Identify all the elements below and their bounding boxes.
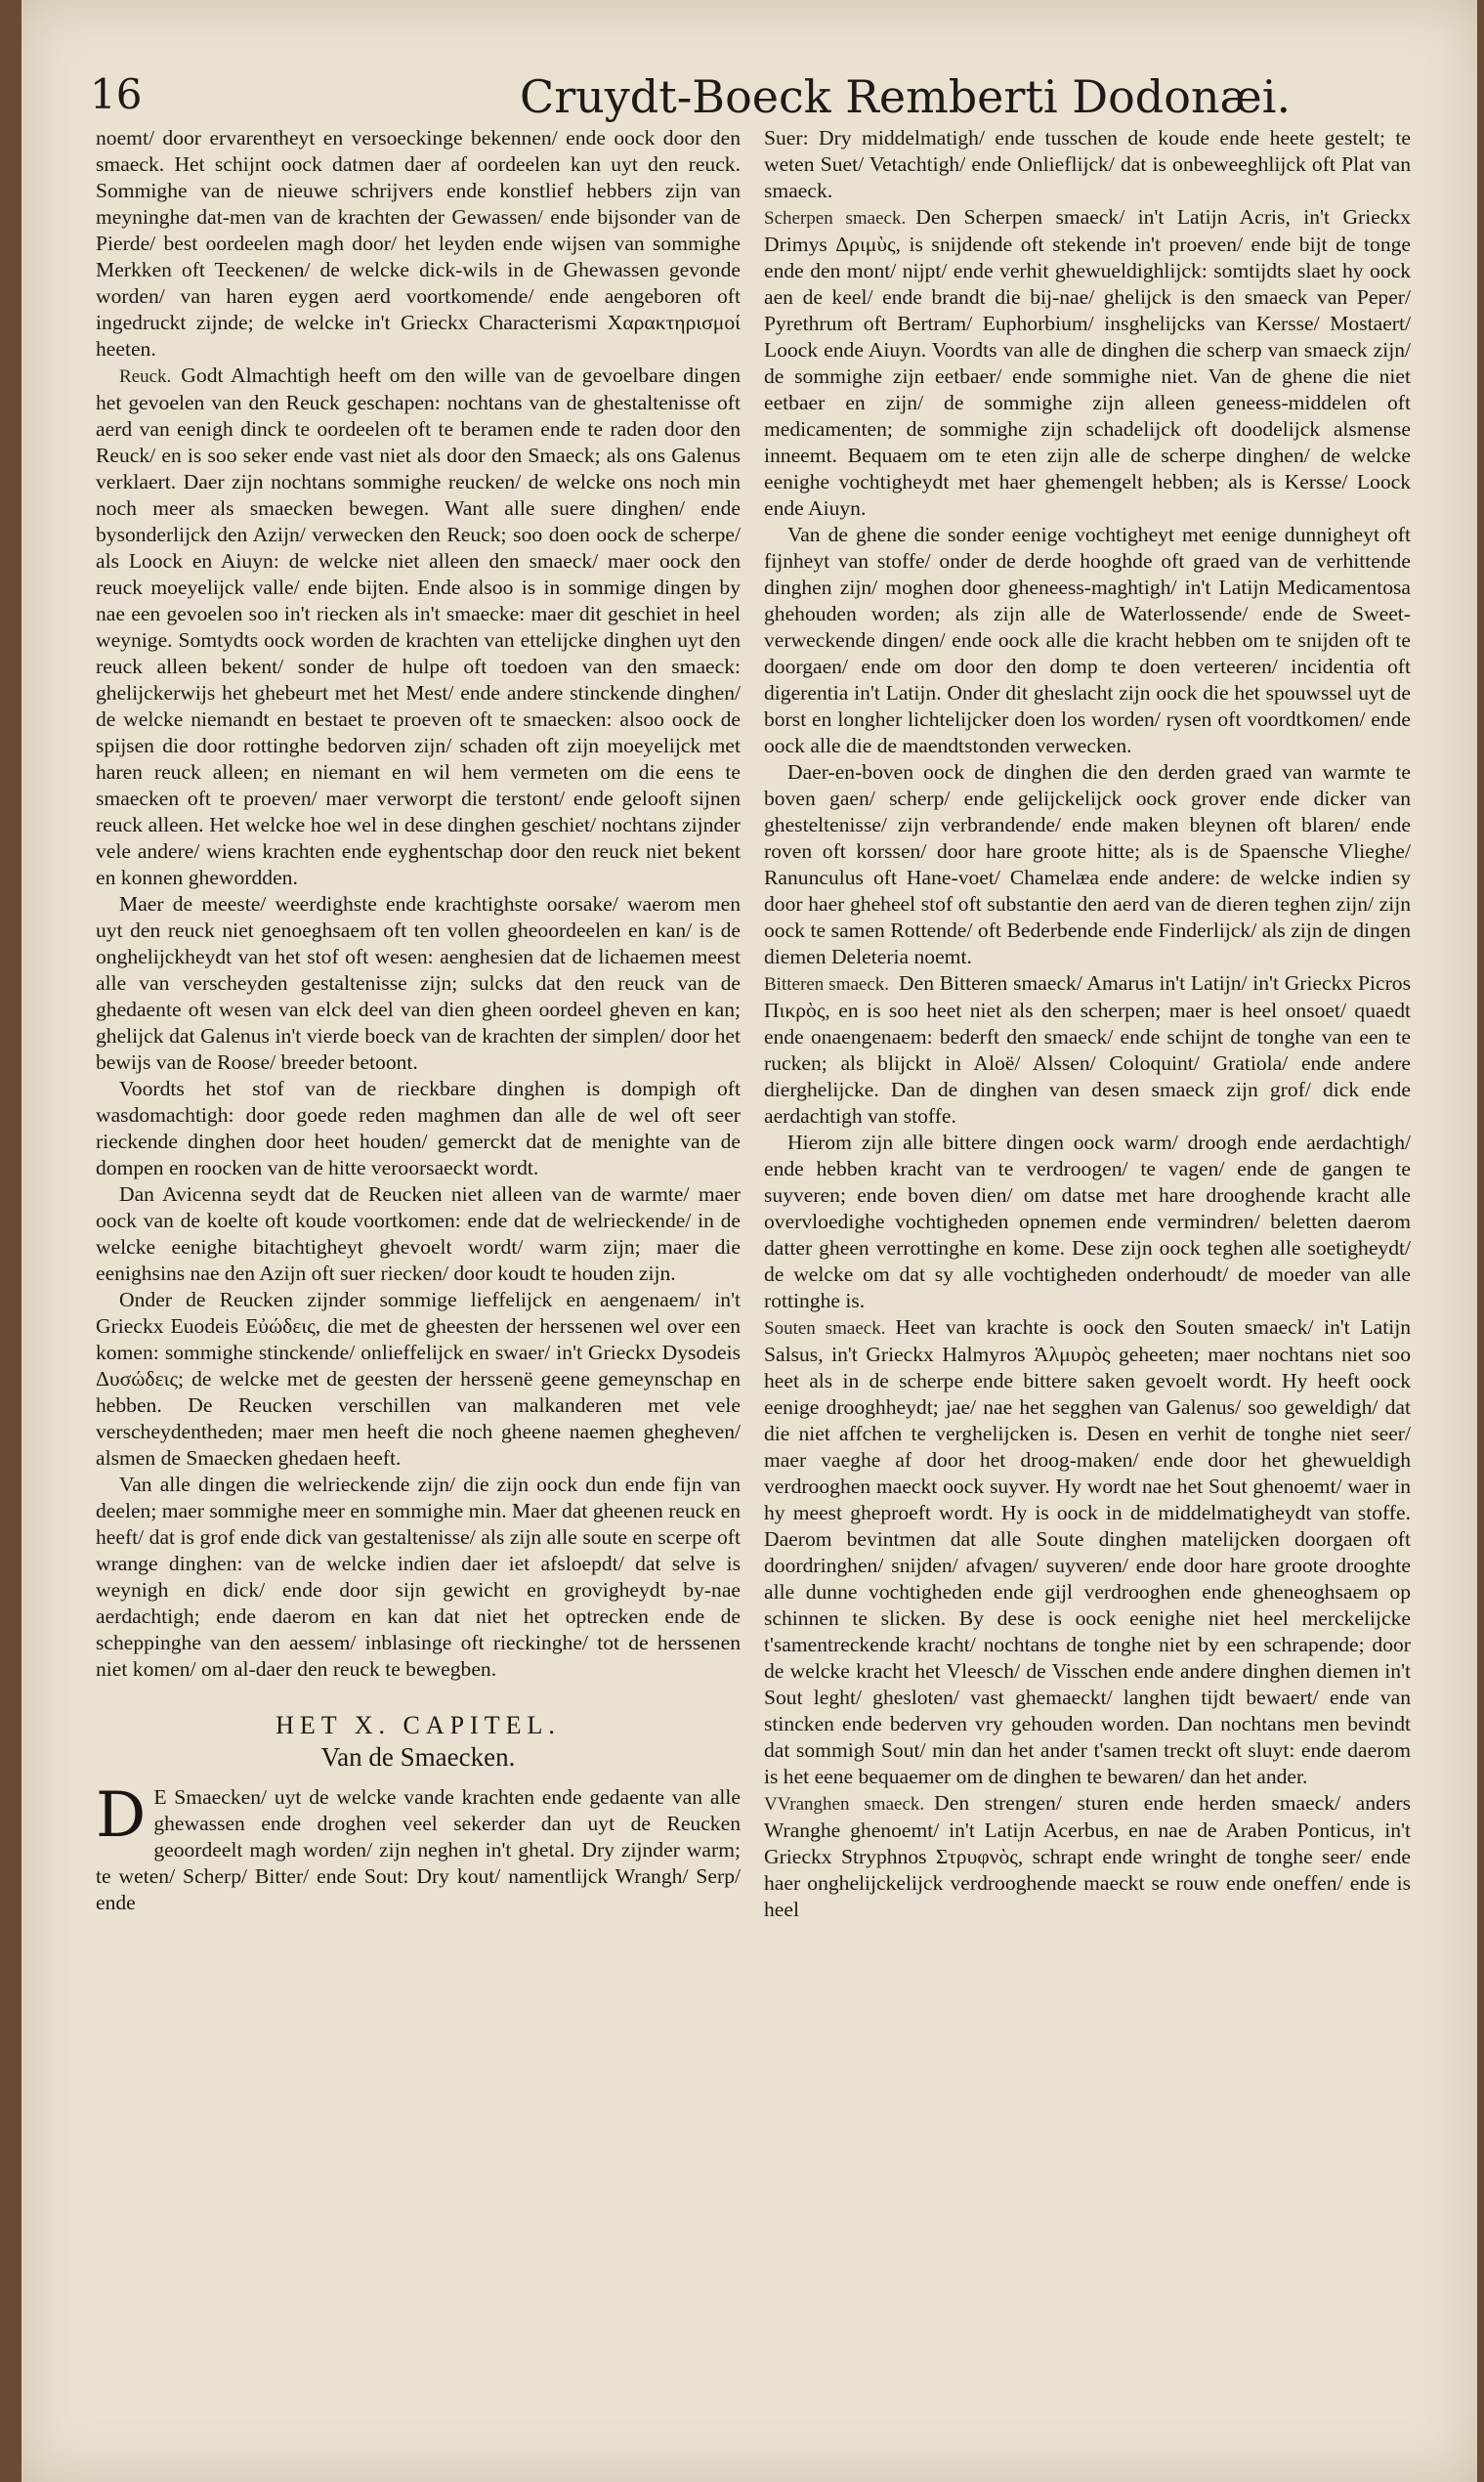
paragraph-text: Heet van krachte is oock den Souten smaeck/ in't Latijn Salsus, in't Grieckx Halmyros Ἁλμυρὸς geheeten; maer nochtans niet soo heet als in de scherpe ende bittere saken gevoelt wordt. Hy heeft oock eenige drooghheydt; jae/ nae het segghen van Galenus/ soo geweldigh/ dat die niet affchen te verghelijcken is. Desen en verhit de tonghe niet seer/ maer vaeghe af door het droog-maken/ ende door het ghewueldigh verdrooghen maeckt oock suyver. Hy wordt nae het Sout ghenoemt/ waer in hy meest gheproeft wordt. Hy is oock in de middelmatigheydt van stoffe. Daerom bevintmen dat alle Soute dinghen matelijcken doorgaen oft doordringhen/ snijden/ afvagen/ suyveren/ ende door hare groote drooghte alle dunne vochtigheden ende gijl verdrooghen ende gheneoghsaem op schinnen te slicken. By dese is oock eenighe niet heel merckelijcke t'samentreckende kracht/ nochtans de tonghe niet by een schrapende; door de welcke kracht het Vleesch/ de Visschen ende andere dinghen diemen in't Sout leght/ ghesloten/ vast ghemaeckt/ langhen tijdt bewaert/ ende van stincken ende bederven vry gehouden worden. Dan nochtans men bevindt dat sommigh Sout/ min dan het ander t'samen treckt oft sluyt: ende daerom is het eene bequaemer om de dinghen te bewaren/ dan het ander.	[764, 1315, 1411, 1788]
paragraph: Voordts het stof van de rieckbare dinghen is dompigh oft wasdomachtigh: door goede reden maghmen dan alle de wel oft seer rieckende dinghen door heet houden/ gemerckt dat de menighte van de dompen en roocken van de hitte veroorsaeckt wordt.	[96, 1077, 741, 1179]
book-page	[21, 0, 1477, 2482]
paragraph	[764, 970, 1411, 1130]
paragraph: Dan Avicenna seydt dat de Reucken niet alleen van de warmte/ maer oock van de koelte oft koude voortkomen: ende dat de welrieckende/ in de welcke eenighe bitachtigheyt ghevoelt wordt/ warm zijn; maer die eenighsins nae den Azijn oft suer riecken/ door koudt te houden zijn.	[96, 1182, 741, 1285]
paragraph: Onder de Reucken zijnder sommige lieffelijck en aengenaem/ in't Grieckx Euodeis Εὐώδεις, die met de gheesten der herssenen wel over een komen: sommighe stinckende/ onlieffelijck en swaer/ in't Grieckx Dysodeis Δυσώδεις; de welcke met de geesten der herssenë geene gemeynschap en hebben. De Reucken verschillen van malkanderen met vele verscheydentheden; maer men heeft die noch gheene naemen ghegheven/ alsmen de Smaecken ghedaen heeft.	[96, 1288, 741, 1470]
page-header	[90, 70, 1438, 129]
page-number: 16	[90, 70, 143, 118]
paragraph: Hierom zijn alle bittere dingen oock warm/ droogh ende aerdachtigh/ ende hebben kracht van te verdroogen/ te vagen/ ende de gangen te suyveren; ende boven dien/ om datse met hare drooghende kracht alle overvloedighe vochtigheden opnemen ende vermindren/ beletten daerom datter gheen verrottinghe en kome. Dese zijn oock teghen alle soetigheydt/ de welcke om dat sy alle vochtigheden onderhoudt/ de moeder van alle rottinghe is.	[764, 1131, 1411, 1312]
paragraph: Van de ghene die sonder eenige vochtigheyt met eenige dunnigheyt oft fijnheyt van stoffe/ onder de derde hooghde oft graed van de verhittende dinghen zijn/ moghen door gheneess-maghtigh/ in't Latijn Medicamentosa ghehouden worden; als zijn alle de Waterlossende/ ende de Sweet-verweckende dingen/ ende oock alle die kracht hebben om te snijden oft te doorgaen/ ende om door den domp te doen verteeren/ incidentia oft digerentia in't Latijn. Onder dit gheslacht zijn oock die het spouwssel uyt de borst en longher lichtelijcker doen los worden/ rysen oft voordtkomen/ ende oock alle die de maendtstonden verwecken.	[764, 523, 1411, 757]
paragraph-text: Den Bitteren smaeck/ Amarus in't Latijn/ in't Grieckx Picros Πικρὸς, en is soo heet niet als den scherpen; maer is heel onsoet/ quaedt ende onaengenaem: bederft den smaeck/ ende schijnt de tonghe van een te rucken; als blijckt in Aloë/ Alssen/ Coloquint/ Gratiola/ ende andere dierghelijcke. Dan de dinghen van desen smaeck zijn grof/ dick ende aerdachtigh van stoffe.	[764, 971, 1411, 1128]
right-column	[764, 125, 1411, 2324]
paragraph	[764, 204, 1411, 522]
margin-note-wranghen: VVranghen smaeck.	[764, 1794, 925, 1815]
margin-note-souten: Souten smaeck.	[764, 1318, 886, 1339]
paragraph: Maer de meeste/ weerdighste ende krachtighste oorsake/ waerom men uyt den reuck niet genoeghsaem oft ten vollen gheoordeelen en kan/ is de onghelijckheydt van het stof oft wesen: aenghesien dat de lichaemen meest alle van verscheyden gestaltenisse zijn; sulcks dat den reuck van de ghedaente oft wesen van elck deel van dien gheen oordeel gheven en kan; ghelijck dat Galenus in't vierde boeck van de krachten der simplen/ door het bewijs van de Roose/ breeder betoont.	[96, 892, 741, 1074]
paragraph	[764, 1790, 1411, 1923]
left-column	[96, 125, 741, 2324]
paragraph-text: Den strengen/ sturen ende herden smaeck/ anders Wranghe ghenoemt/ in't Latijn Acerbus, en nae de Araben Ponticus, in't Grieckx Stryphnos Στρυφνὸς, schrapt ende wringht de tonghe seer/ ende haer onghelijckelijck verdrooghende maeckt se rouw ende oneffen/ ende is heel	[764, 1791, 1411, 1921]
paragraph-text: Den Scherpen smaeck/ in't Latijn Acris, in't Grieckx Drimys Δριμὺς, is snijdende oft stekende in't proeven/ ende bijt de tonge ende den mont/ nijpt/ ende verhit ghewueldighlijck: somtijdts slaet hy oock aen de keel/ ende brandt die bij-nae/ ghelijck is den smaeck van Peper/ Pyrethrum oft Bertram/ Euphorbium/ insghelijcks van Kersse/ Mostaert/ Loock ende Aiuyn. Voordts van alle de dinghen die scherp van smaeck zijn/ de sommighe zijn eetbaer/ ende sommighe niet. Van de ghene die niet eetbaer en zijn/ de sommighe zijn alleen geneess-middelen oft medicamenten; de sommighe zijn schadelijck oft doodelijck alsmense inneemt. Bequaem om te eten zijn alle de scherpe dinghen/ de welcke eenighe vochtigheydt met haer ghemengelt hebben; als is Kersse/ Loock ende Aiuyn.	[764, 205, 1411, 520]
paragraph	[96, 1779, 741, 1916]
paragraph	[96, 363, 741, 891]
paragraph: Suer: Dry middelmatigh/ ende tusschen de koude ende heete gestelt; te weten Suet/ Vetachtigh/ ende Onlieflijck/ dat is onbeweeghlijck oft Plat van smaeck.	[764, 126, 1411, 202]
paragraph: Van alle dingen die welrieckende zijn/ die zijn oock dun ende fijn van deelen; maer sommighe meer en sommighe min. Maer dat gheenen reuck en heeft/ dat is grof ende dick van gestaltenisse/ als zijn alle soute en scerpe oft wrange dinghen: van de welcke indien daer iet afsloepdt/ dat selve is weynigh en dick/ ende door sijn gewicht en grovigheydt by-nae aerdachtigh; ende daerom en kan dat niet het optrecken ende de scheppinghe van den aessem/ inblasinge oft rieckinghe/ tot de herssenen niet komen/ om al-daer den reuck te bewegben.	[96, 1473, 741, 1681]
chapter-heading: HET X. CAPITEL.	[276, 1711, 561, 1739]
paragraph-text: E Smaecken/ uyt de welcke vande krachten ende gedaente van alle ghewassen ende droghen veel sekerder dan uyt de Reucken geoordeelt magh worden/ zijn neghen in't ghetal. Dry zijnder warm; te weten/ Scherp/ Bitter/ ende Sout: Dry kout/ namentlijck Wrangh/ Serp/ ende	[96, 1785, 741, 1914]
paragraph-text: Godt Almachtigh heeft om den wille van de gevoelbare dingen het gevoelen van den Reuck geschapen: nochtans van de ghestaltenisse oft aerd van eenigh dinck te oordeelen oft te beramen ende te raden door den Reuck/ en is soo seker ende vast niet als door den Smaeck; als ons Galenus verklaert. Daer zijn nochtans sommighe reucken/ de welcke ons noch min noch meer als smaecken bewegen. Want alle suere dinghen/ ende bysonderlijck den Azijn/ verwecken den Reuck; soo doen oock de scherpe/ als Loock en Aiuyn: de welcke niet alleen den smaeck/ maer oock den reuck moeyelijck valle/ ende bijten. Ende alsoo is in sommige dingen by nae een gevoelen soo in't riecken als in't smaecke: maer dit geschiet in heel weynige. Somtydts oock worden de krachten van ettelijcke dinghen uyt den reuck alleen bekent/ sonder de hulpe oft toedoen van den smaeck: ghelijckerwijs het ghebeurt met het Mest/ ende andere stinckende dinghen/ de welcke niemandt en bestaet te proeven oft te smaecken: alsoo oock de spijsen die door rottinghe bedorven zijn/ schaden oft zijn moeyelijck met haren reuck alleen; en niemant en wil hem vermeten om die eens te smaecken oft te proeven/ maer verworpt die terstont/ ende gelooft sijnen reuck alleen. Het welcke hoe wel in dese dinghen geschiet/ nochtans zijnder vele andere/ wiens krachten ende eyghentschap door den reuck niet bekent en konnen ghewordden.	[96, 364, 741, 889]
paragraph: noemt/ door ervarentheyt en versoeckinge bekennen/ ende oock door den smaeck. Het schijnt oock datmen daer af oordeelen kan uyt den reuck. Sommighe van de nieuwe schrijvers ende konstlief hebbers zijn van meyninghe dat-men van de krachten der Gewassen/ ende bijsonder van de Pierde/ best oordeelen magh door/ het leyden ende wijsen van sommighe Merkken oft Teeckenen/ de welcke dick-wils in de Ghewassen gevonde worden/ van haren eygen aerd voortkomende/ ende aengeboren oft ingedruckt zijnde; de welcke in't Grieckx Characterismi Χαρακτηρισμοί heeten.	[96, 126, 741, 361]
margin-note-scherpen: Scherpen smaeck.	[764, 208, 907, 229]
chapter-subtitle: Van de Smaecken.	[320, 1742, 516, 1772]
running-title: Cruydt-Boeck Remberti Dodonæi.	[520, 70, 1292, 123]
drop-cap: D	[96, 1779, 147, 1852]
paragraph	[764, 1314, 1411, 1790]
margin-note-reuck: Reuck.	[119, 366, 172, 387]
margin-note-bitteren: Bitteren smaeck.	[764, 974, 890, 995]
paragraph: Daer-en-boven oock de dinghen die den derden graed van warmte te boven gaen/ scherp/ ende gelijckelijck oock grover ende dicker van ghesteltenisse/ zijn verbrandende/ ende maken bleynen oft blaren/ ende roven oft korssen/ door hare groote hitte; als is de Spaensche Vlieghe/ Ranunculus oft Hane-voet/ Chamelæa ende andere: de welcke indien sy door haer gheheel stof oft substantie den aerd van de dieren teghen zijn/ zijn oock te samen Rottende/ oft Bederbende ende Finderlijck/ als zijn de dingen diemen Deleteria noemt.	[764, 760, 1411, 968]
